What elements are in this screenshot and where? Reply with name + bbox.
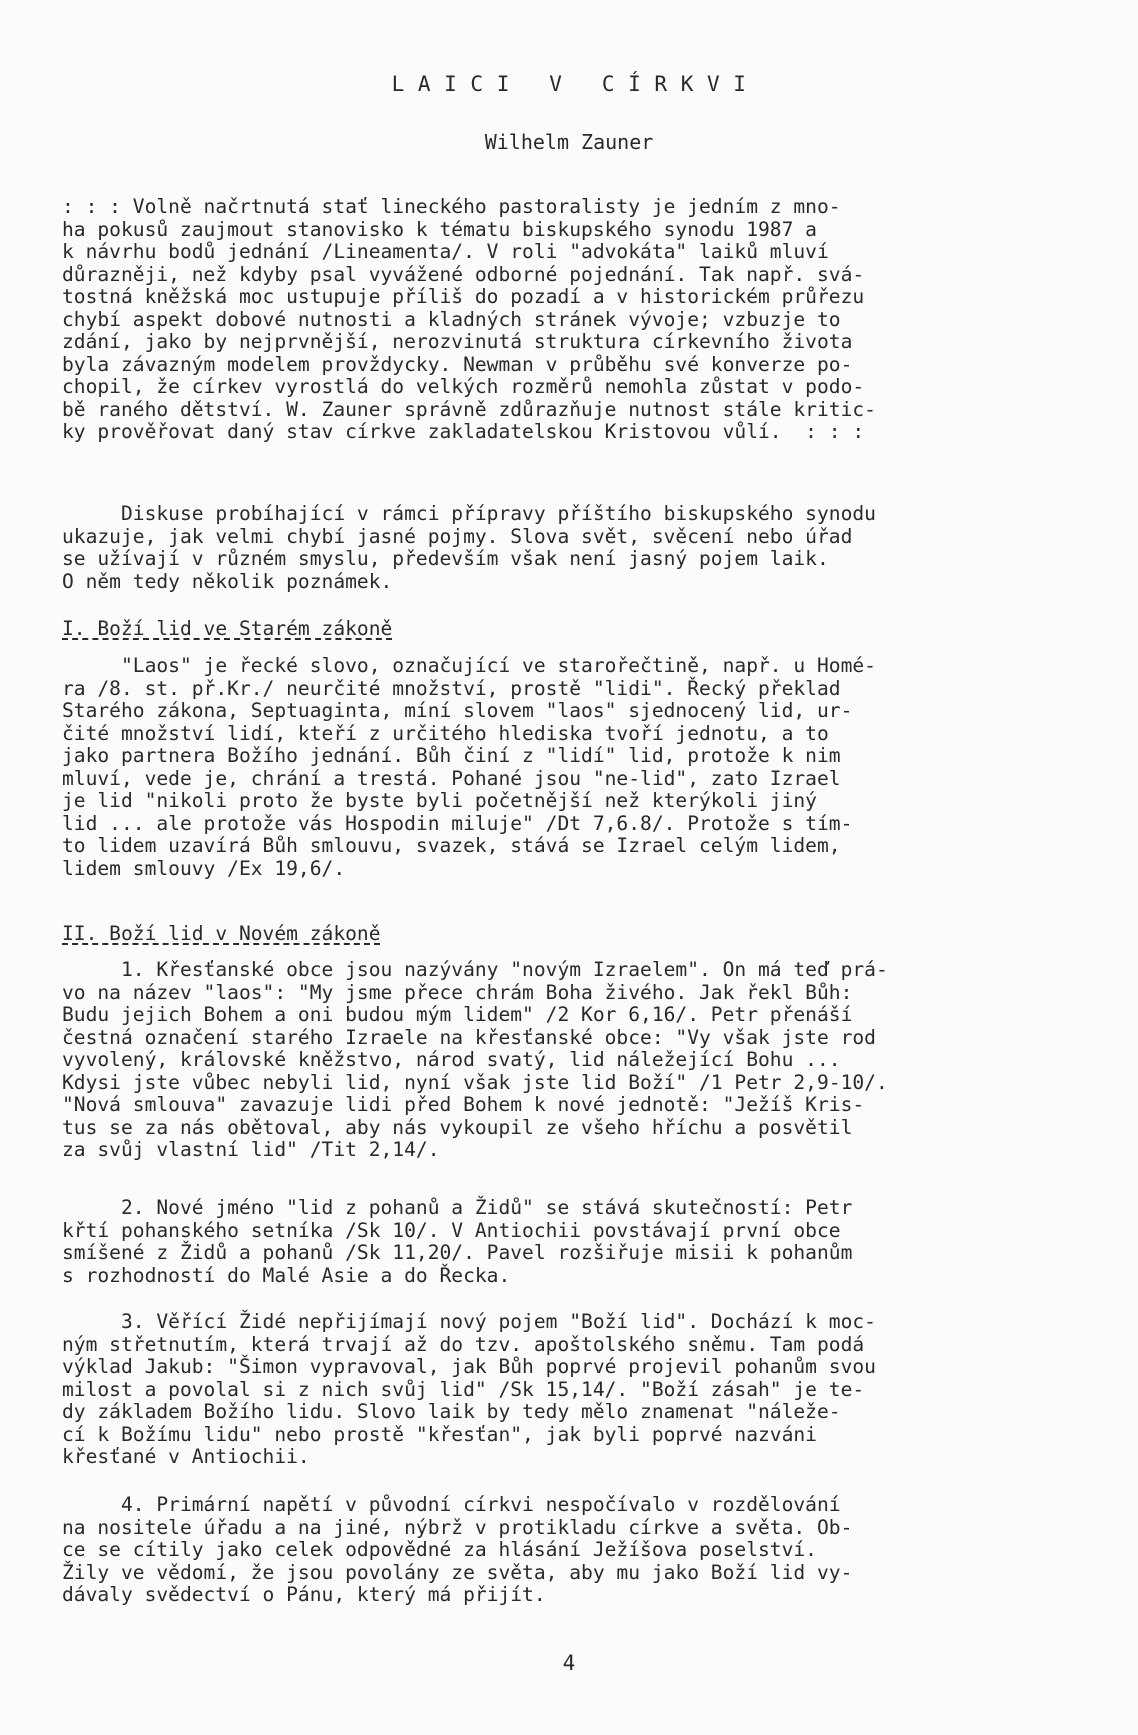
text-line: k návrhu bodů jednání /Lineamenta/. V roli "advokáta" laiků mluví xyxy=(62,240,829,263)
section-2-point-4 xyxy=(62,1494,1102,1607)
text-line: lidem smlouvy /Ex 19,6/. xyxy=(62,856,346,880)
text-line: 2. Nové jméno "lid z pohanů a Židů" se stává skutečností: Petr xyxy=(62,1196,853,1219)
text-line: výklad Jakub: "Šimon vypravoval, jak Bůh poprvé projevil pohanům svou xyxy=(62,1355,876,1378)
text-line: dy základem Božího lidu. Slovo laik by tedy mělo znamenat "náleže- xyxy=(62,1400,841,1423)
text-line: Starého zákona, Septuaginta, míní slovem "laos" sjednocený lid, ur- xyxy=(62,699,853,722)
text-line: mluví, vede je, chrání a trestá. Pohané jsou "ne-lid", zato Izrael xyxy=(62,766,841,790)
text-line: Kdysi jste vůbec nebyli lid, nyní však jste lid Boží" /1 Petr 2,9-10/. xyxy=(62,1070,888,1094)
text-line: je lid "nikoli proto že byste byli početnější než kterýkoli jiný xyxy=(62,789,817,812)
text-line: ukazuje, jak velmi chybí jasné pojmy. Slova svět, svěcení nebo úřad xyxy=(62,524,853,548)
text-line: chopil, že církev vyrostlá do velkých rozměrů nemohla zůstat v podo- xyxy=(62,375,865,398)
article-title: L A I C I V C Í R K V I xyxy=(391,72,747,96)
text-line: Budu jejich Bohem a oni budou mým lidem" /2 Kor 6,16/. Petr přenáší xyxy=(62,1003,853,1026)
text-line: se užívají v různém smyslu, především však není jasný pojem laik. xyxy=(62,547,829,570)
text-line: Žily ve vědomí, že jsou povolány ze světa, aby mu jako Boží lid vy- xyxy=(62,1560,853,1584)
text-line: ným střetnutím, která trvají až do tzv. apoštolského sněmu. Tam podá xyxy=(62,1332,865,1356)
text-line: 4. Primární napětí v původní církvi nespočívalo v rozdělování xyxy=(62,1493,841,1516)
section-2-point-2 xyxy=(62,1197,1102,1287)
text-line: čité množství lidí, kteří z určitého hlediska tvoří jednotu, a to xyxy=(62,721,829,745)
text-line: čestná označení starého Izraele na křesťanské obce: "Vy však jste rod xyxy=(62,1025,876,1049)
text-line: vyvolený, královské kněžstvo, národ svatý, lid náležející Bohu ... xyxy=(62,1048,841,1071)
section-2-heading: II. Boží lid v Novém zákoně xyxy=(62,922,381,945)
text-line: jako partnera Božího jednání. Bůh činí z "lidí" lid, protože k nim xyxy=(62,744,841,767)
page-number: 4 xyxy=(562,1651,576,1675)
text-line: milost a povolal si z nich svůj lid" /Sk 15,14/. "Boží zásah" je te- xyxy=(62,1377,865,1401)
text-line: byla závazným modelem provždycky. Newman v průběhu své konverze po- xyxy=(62,352,853,376)
text-line: za svůj vlastní lid" /Tit 2,14/. xyxy=(62,1138,440,1161)
text-line: bě raného dětství. W. Zauner správně zdůrazňuje nutnost stále kritic- xyxy=(62,397,876,421)
text-line: tus se za nás obětoval, aby nás vykoupil ze všeho hříchu a posvětil xyxy=(62,1115,853,1139)
text-line: ce se cítily jako celek odpovědné za hlásání Ježíšova poselství. xyxy=(62,1538,817,1561)
text-line: zdání, jako by nejprvnější, nerozvinutá struktura církevního života xyxy=(62,330,853,353)
text-line: : : : Volně načrtnutá stať lineckého pastoralisty je jedním z mno- xyxy=(62,195,841,218)
abstract-paragraph xyxy=(62,196,1102,444)
text-line: smíšené z Židů a pohanů /Sk 11,20/. Pavel rozšiřuje misii k pohanům xyxy=(62,1241,853,1264)
section-1-heading: I. Boží lid ve Starém zákoně xyxy=(62,617,393,640)
text-line: "Nová smlouva" zavazuje lidi před Bohem k nové jednotě: "Ježíš Kris- xyxy=(62,1093,865,1116)
text-line: na nositele úřadu a na jiné, nýbrž v protikladu církve a světa. Ob- xyxy=(62,1515,853,1539)
section-2-point-3 xyxy=(62,1311,1102,1469)
text-line: Diskuse probíhající v rámci přípravy příštího biskupského synodu xyxy=(62,502,876,525)
text-line: to lidem uzavírá Bůh smlouvu, svazek, stává se Izrael celým lidem, xyxy=(62,834,841,857)
text-line: ra /8. st. př.Kr./ neurčité množství, prostě "lidi". Řecký překlad xyxy=(62,676,841,700)
text-line: ky prověřovat daný stav církve zakladatelskou Kristovou vůlí. : : : xyxy=(62,420,865,443)
text-line: cí k Božímu lidu" nebo prostě "křesťan", jak byli poprvé nazváni xyxy=(62,1422,817,1446)
section-2-point-1 xyxy=(62,959,1102,1162)
intro-paragraph xyxy=(62,503,1102,593)
text-line: tostná kněžská moc ustupuje příliš do pozadí a v historickém průřezu xyxy=(62,285,865,308)
text-line: ha pokusů zaujmout stanovisko k tématu biskupského synodu 1987 a xyxy=(62,217,817,241)
text-line: důrazněji, než kdyby psal vyvážené odborné pojednání. Tak např. svá- xyxy=(62,262,865,286)
text-line: lid ... ale protože vás Hospodin miluje" /Dt 7,6.8/. Protože s tím- xyxy=(62,811,853,835)
text-line: "Laos" je řecké slovo, označující ve starořečtině, např. u Homé- xyxy=(62,654,876,677)
text-line: s rozhodností do Malé Asie a do Řecka. xyxy=(62,1263,511,1287)
text-line: dávaly svědectví o Pánu, který má přijít. xyxy=(62,1583,546,1606)
section-1-paragraph xyxy=(62,655,1102,880)
text-line: 3. Věřící Židé nepřijímají nový pojem "Boží lid". Dochází k moc- xyxy=(62,1310,876,1333)
text-line: vo na název "laos": "My jsme přece chrám Boha živého. Jak řekl Bůh: xyxy=(62,980,853,1004)
text-line: křesťané v Antiochii. xyxy=(62,1445,310,1468)
text-line: 1. Křesťanské obce jsou nazývány "novým Izraelem". On má teď prá- xyxy=(62,958,888,981)
text-line: chybí aspekt dobové nutnosti a kladných stránek vývoje; vzbuzje to xyxy=(62,307,841,331)
text-line: O něm tedy několik poznámek. xyxy=(62,569,393,593)
text-line: křtí pohanského setníka /Sk 10/. V Antiochii povstávají první obce xyxy=(62,1218,841,1242)
article-author: Wilhelm Zauner xyxy=(484,130,654,154)
